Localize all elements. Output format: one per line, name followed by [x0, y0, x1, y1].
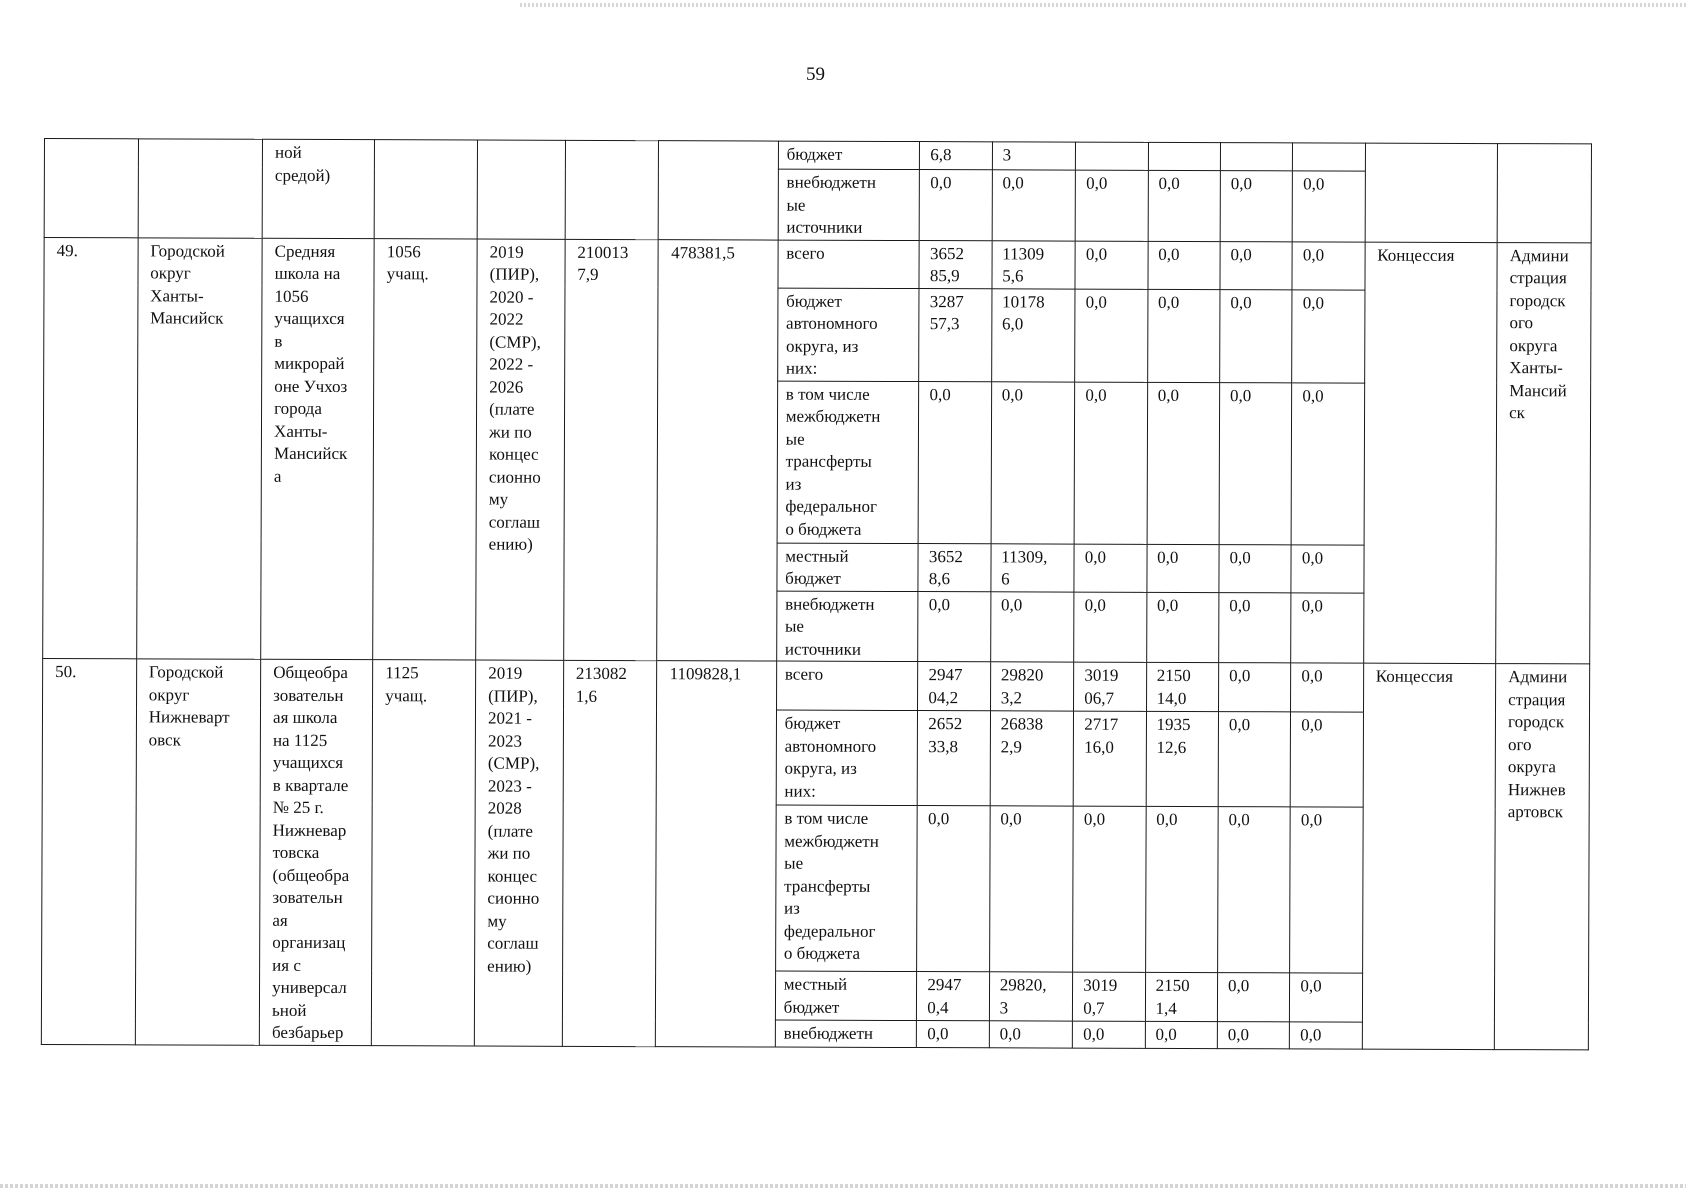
funding-source-cell: всего — [776, 661, 918, 711]
value-cell: 0,0 — [1075, 289, 1148, 382]
value-cell: 0,0 — [1219, 544, 1292, 592]
funding-source-cell: всего — [778, 240, 920, 288]
executor-cell: Админи страция городск ого округа Ханты- Мансий ск — [1496, 242, 1591, 664]
value-cell: 0,0 — [918, 381, 991, 543]
value-cell: 0,0 — [1074, 592, 1147, 663]
value-cell: 0,0 — [1217, 1022, 1289, 1048]
no-cell — [44, 139, 138, 238]
continuation-row — [44, 139, 1591, 172]
value-cell: 0,0 — [1217, 973, 1290, 1022]
value-cell: 0,0 — [1147, 544, 1220, 592]
investment-projects-table — [41, 138, 1592, 1050]
value-cell: 0,0 — [989, 806, 1073, 972]
value-cell: 0,0 — [1291, 544, 1364, 592]
cost-cell: 210013 7,9 — [563, 239, 658, 661]
project-row — [43, 658, 1590, 713]
value-cell: 2150 1,4 — [1145, 973, 1218, 1022]
value-cell: 2652 33,8 — [918, 711, 991, 806]
funding-source-cell: внебюджетн — [775, 1020, 917, 1047]
scan-edge-bottom — [0, 1184, 1686, 1188]
funding-source-cell: бюджет — [778, 141, 920, 169]
value-cell: 11309, 6 — [991, 543, 1075, 591]
value-cell: 29820, 3 — [989, 972, 1073, 1021]
value-cell: 0,0 — [1292, 171, 1365, 242]
period-cell: 2019 (ПИР), 2020 - 2022 (СМР), 2022 - 2026 (плате жи по концес сионно му соглаш ению) — [476, 239, 565, 661]
mechanism-cell: Концессия — [1363, 242, 1497, 664]
funding-source-cell: в том числе межбюджетн ые трансферты из федеральног о бюджета — [775, 805, 917, 971]
object-cell: Средняя школа на 1056 учащихся в микрорай оне Учхоз города Ханты- Мансийск а — [261, 238, 375, 660]
scan-edge-top — [520, 3, 1686, 7]
value-cell: 0,0 — [992, 170, 1076, 241]
value-cell: 0,0 — [1145, 1022, 1217, 1048]
value-cell: 0,0 — [990, 591, 1074, 662]
value-cell: 2717 16,0 — [1073, 711, 1146, 806]
value-cell: 0,0 — [1220, 241, 1293, 289]
value-cell: 2947 0,4 — [917, 972, 990, 1021]
value-cell: 0,0 — [1290, 1022, 1362, 1048]
capacity-cell: 1056 учащ. — [373, 238, 477, 660]
value-cell: 3019 0,7 — [1073, 972, 1146, 1021]
value-cell: 10178 6,0 — [991, 288, 1075, 381]
value-cell: 0,0 — [1148, 170, 1221, 241]
period-cell — [477, 140, 565, 239]
capacity-cell — [374, 140, 477, 239]
value-cell: 6,8 — [920, 142, 992, 170]
value-cell — [1220, 143, 1292, 171]
value-cell: 2150 14,0 — [1146, 662, 1219, 711]
value-cell: 0,0 — [1290, 712, 1363, 807]
object-cell: Общеобра зовательн ая школа на 1125 учащихся в квартале № 25 г. Нижневар товска (общеобра зовательн ая организац ия с универсал ьной безбарьер — [259, 659, 372, 1045]
value-cell: 0,0 — [1220, 289, 1293, 382]
value-cell: 0,0 — [1218, 807, 1291, 973]
value-cell: 0,0 — [1220, 171, 1293, 242]
project-row — [44, 237, 1591, 290]
value-cell: 0,0 — [1145, 807, 1218, 973]
value-cell: 0,0 — [1074, 544, 1147, 592]
municipality-cell: Городской округ Нижневарт овск — [135, 659, 261, 1045]
value-cell: 26838 2,9 — [990, 711, 1074, 807]
value-cell: 0,0 — [1219, 592, 1292, 663]
mechanism-cell — [1365, 143, 1498, 242]
value-cell — [1148, 142, 1220, 170]
value-cell: 3019 06,7 — [1074, 662, 1147, 711]
no-cell: 49. — [43, 237, 138, 659]
value-cell: 0,0 — [1219, 382, 1292, 544]
value-cell: 0,0 — [1074, 382, 1147, 544]
value-cell: 0,0 — [1147, 289, 1220, 382]
value-cell: 0,0 — [1147, 382, 1220, 544]
page-number: 59 — [806, 64, 825, 85]
value-cell: 0,0 — [918, 591, 991, 662]
value-cell: 0,0 — [917, 1021, 989, 1047]
value-cell: 0,0 — [1218, 712, 1291, 807]
cost-cell: 213082 1,6 — [562, 660, 657, 1046]
mechanism-cell: Концессия — [1362, 663, 1496, 1049]
value-cell: 0,0 — [1290, 807, 1363, 973]
value-cell: 0,0 — [1073, 1021, 1145, 1047]
value-cell: 0,0 — [1073, 806, 1146, 972]
value-cell: 0,0 — [1291, 592, 1364, 663]
funding-source-cell: бюджет автономного округа, из них: — [777, 288, 919, 381]
no-cell: 50. — [41, 658, 136, 1044]
funding-source-cell: бюджет автономного округа, из них: — [776, 710, 918, 806]
period-cell: 2019 (ПИР), 2021 - 2023 (СМР), 2023 - 2028 (плате жи по концес сионно му соглаш ению) — [474, 660, 563, 1046]
value-cell: 0,0 — [917, 806, 990, 972]
value-cell — [1076, 142, 1148, 170]
value-cell — [1293, 143, 1365, 171]
value-cell: 0,0 — [1290, 973, 1363, 1022]
value-cell: 0,0 — [1146, 592, 1219, 663]
value-cell: 0,0 — [920, 170, 993, 241]
value-cell: 0,0 — [1291, 663, 1364, 712]
value-cell: 0,0 — [1292, 289, 1365, 382]
amount-cell: 1109828,1 — [656, 661, 777, 1047]
funding-source-cell: местный бюджет — [777, 543, 919, 591]
value-cell: 0,0 — [1291, 382, 1364, 544]
value-cell: 0,0 — [991, 381, 1075, 543]
value-cell: 29820 3,2 — [990, 662, 1074, 711]
cost-cell — [565, 140, 659, 239]
value-cell: 0,0 — [1148, 241, 1221, 289]
value-cell: 3652 8,6 — [918, 543, 991, 591]
value-cell: 11309 5,6 — [992, 240, 1076, 288]
amount-cell — [659, 141, 779, 240]
capacity-cell: 1125 учащ. — [372, 660, 476, 1046]
value-cell: 2947 04,2 — [918, 662, 991, 711]
funding-source-cell: местный бюджет — [775, 971, 917, 1021]
funding-source-cell: внебюджетн ые источники — [778, 169, 920, 240]
amount-cell: 478381,5 — [657, 239, 778, 661]
municipality-cell: Городской округ Ханты- Мансийск — [136, 237, 262, 659]
value-cell: 3287 57,3 — [919, 288, 992, 381]
value-cell: 0,0 — [989, 1021, 1073, 1047]
executor-cell: Админи страция городск ого округа Нижнев артовск — [1494, 664, 1589, 1050]
value-cell: 0,0 — [1075, 170, 1148, 241]
value-cell: 3 — [992, 142, 1076, 170]
object-cell: ной средой) — [262, 139, 374, 238]
value-cell: 3652 85,9 — [919, 240, 992, 288]
value-cell: 1935 12,6 — [1146, 711, 1219, 806]
funding-source-cell: внебюджетн ые источники — [776, 591, 918, 662]
municipality-cell — [138, 139, 263, 238]
value-cell: 0,0 — [1292, 241, 1365, 289]
value-cell: 0,0 — [1075, 241, 1148, 289]
value-cell: 0,0 — [1218, 663, 1291, 712]
funding-source-cell: в том числе межбюджетн ые трансферты из федеральног о бюджета — [777, 381, 919, 543]
executor-cell — [1497, 144, 1591, 243]
